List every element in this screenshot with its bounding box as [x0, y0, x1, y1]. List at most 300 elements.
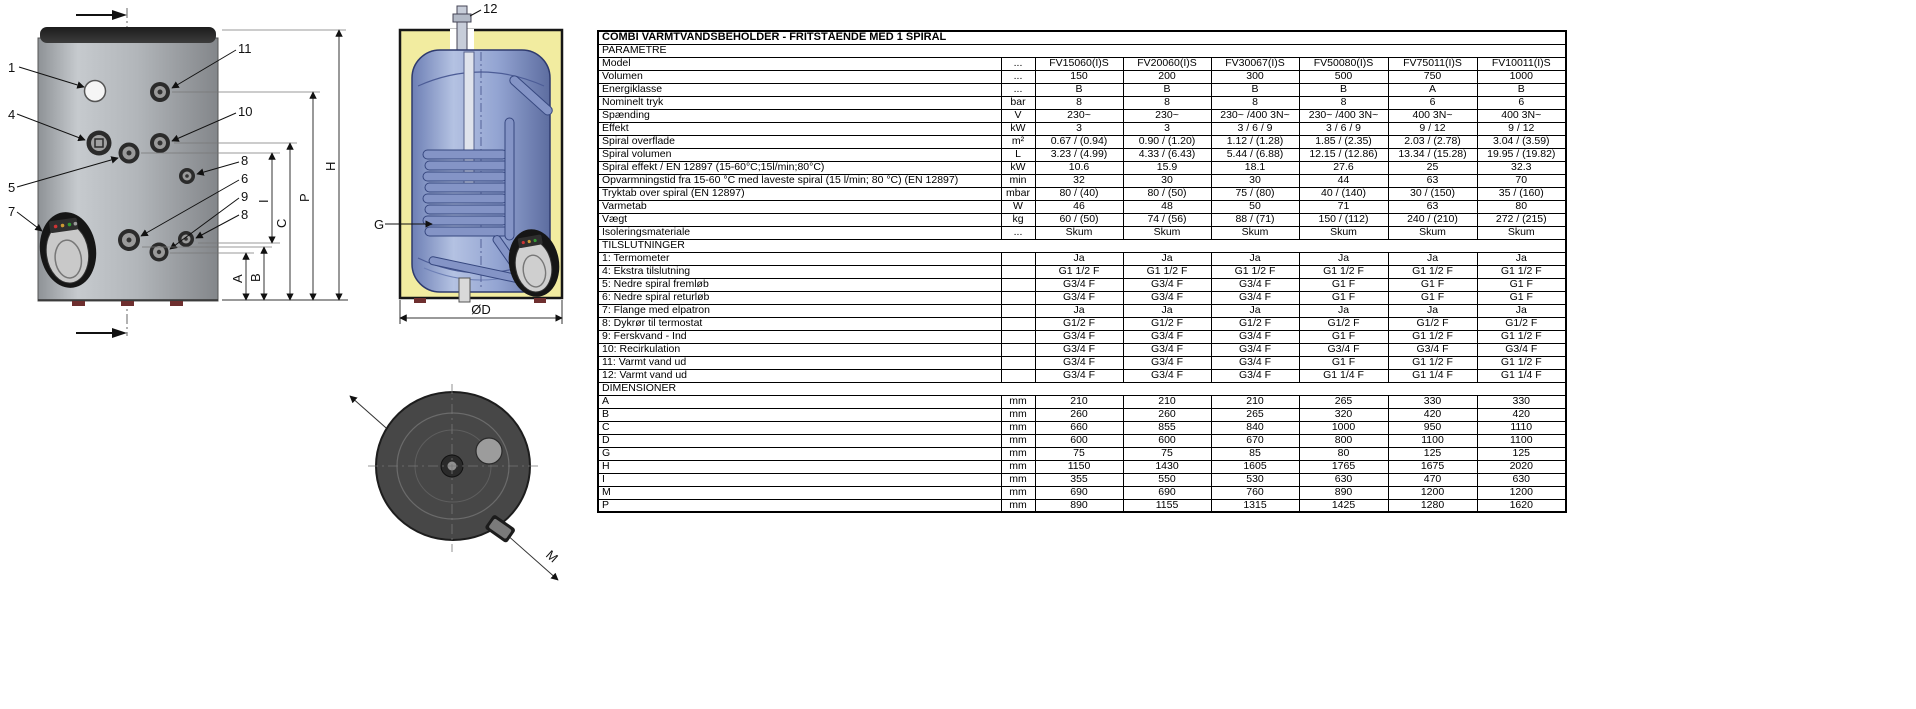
row-value: G3/4 F — [1211, 291, 1299, 304]
spec-row — [598, 174, 1566, 187]
row-unit: L — [1001, 148, 1035, 161]
row-label: P — [598, 499, 1001, 512]
row-value: Skum — [1477, 226, 1566, 239]
row-value: G1/2 F — [1035, 317, 1123, 330]
section-header: TILSLUTNINGER — [598, 239, 1566, 252]
row-value: FV20060(I)S — [1123, 57, 1211, 70]
row-value: 420 — [1477, 408, 1566, 421]
row-value: G1 F — [1388, 278, 1477, 291]
row-label: Model — [598, 57, 1001, 70]
row-value: 1200 — [1477, 486, 1566, 499]
row-unit: ... — [1001, 57, 1035, 70]
row-label: Energiklasse — [598, 83, 1001, 96]
row-value: 210 — [1211, 395, 1299, 408]
row-value: 1110 — [1477, 421, 1566, 434]
row-value: G1/2 F — [1477, 317, 1566, 330]
row-label: 7: Flange med elpatron — [598, 304, 1001, 317]
row-label: Spiral volumen — [598, 148, 1001, 161]
row-value: 260 — [1123, 408, 1211, 421]
row-value: 265 — [1299, 395, 1388, 408]
row-value: G3/4 F — [1211, 330, 1299, 343]
spec-row — [598, 421, 1566, 434]
spec-row — [598, 148, 1566, 161]
row-value: 70 — [1477, 174, 1566, 187]
row-unit: bar — [1001, 96, 1035, 109]
row-value: G1 1/2 F — [1477, 330, 1566, 343]
row-label: 12: Varmt vand ud — [598, 369, 1001, 382]
spec-row — [598, 83, 1566, 96]
row-label: 11: Varmt vand ud — [598, 356, 1001, 369]
row-value: G1 1/2 F — [1388, 356, 1477, 369]
row-value: G1 1/2 F — [1388, 330, 1477, 343]
row-value: 400 3N~ — [1388, 109, 1477, 122]
row-value: 1620 — [1477, 499, 1566, 512]
row-value: 210 — [1035, 395, 1123, 408]
row-unit — [1001, 330, 1035, 343]
row-value: Ja — [1035, 304, 1123, 317]
row-value: 12.15 / (12.86) — [1299, 148, 1388, 161]
spec-row — [598, 447, 1566, 460]
row-label: 6: Nedre spiral returløb — [598, 291, 1001, 304]
row-value: 1430 — [1123, 460, 1211, 473]
row-value: G3/4 F — [1035, 330, 1123, 343]
row-unit — [1001, 356, 1035, 369]
drawing-panel — [0, 0, 600, 709]
row-label: H — [598, 460, 1001, 473]
spec-row — [598, 213, 1566, 226]
section-cut-arrow-bottom — [112, 328, 127, 338]
row-value: 800 — [1299, 434, 1388, 447]
row-value: 80 / (50) — [1123, 187, 1211, 200]
row-unit: mbar — [1001, 187, 1035, 200]
row-value: 5.44 / (6.88) — [1211, 148, 1299, 161]
row-value: G1 1/2 F — [1388, 265, 1477, 278]
callout-12: 12 — [483, 1, 498, 16]
spec-row — [598, 304, 1566, 317]
row-label: Tryktab over spiral (EN 12897) — [598, 187, 1001, 200]
row-value: G3/4 F — [1477, 343, 1566, 356]
row-value: 1100 — [1477, 434, 1566, 447]
row-value: 240 / (210) — [1388, 213, 1477, 226]
row-value: 855 — [1123, 421, 1211, 434]
row-unit — [1001, 278, 1035, 291]
row-unit — [1001, 252, 1035, 265]
row-value: 2.03 / (2.78) — [1388, 135, 1477, 148]
row-label: 1: Termometer — [598, 252, 1001, 265]
row-value: 25 — [1388, 161, 1477, 174]
row-value: 1.85 / (2.35) — [1299, 135, 1388, 148]
row-value: FV15060(I)S — [1035, 57, 1123, 70]
table-title-row — [598, 31, 1566, 44]
row-value: Ja — [1299, 304, 1388, 317]
row-unit: mm — [1001, 395, 1035, 408]
row-value: 3 — [1035, 122, 1123, 135]
spec-row — [598, 57, 1566, 70]
spec-row — [598, 369, 1566, 382]
tank-feet — [72, 301, 183, 306]
row-value: 150 — [1035, 70, 1123, 83]
row-value: G1 F — [1388, 291, 1477, 304]
row-value: 300 — [1211, 70, 1299, 83]
row-unit — [1001, 317, 1035, 330]
row-value: G3/4 F — [1123, 330, 1211, 343]
row-value: 550 — [1123, 473, 1211, 486]
row-unit: m² — [1001, 135, 1035, 148]
spec-row — [598, 460, 1566, 473]
row-value: 75 — [1035, 447, 1123, 460]
row-value: 30 — [1123, 174, 1211, 187]
row-value: G3/4 F — [1123, 356, 1211, 369]
row-value: 8 — [1211, 96, 1299, 109]
row-value: Ja — [1123, 304, 1211, 317]
row-unit — [1001, 291, 1035, 304]
row-value: 600 — [1123, 434, 1211, 447]
dim-label-c: C — [274, 218, 289, 228]
row-value: 950 — [1388, 421, 1477, 434]
row-value: Ja — [1477, 304, 1566, 317]
row-value: 2020 — [1477, 460, 1566, 473]
row-value: G3/4 F — [1035, 291, 1123, 304]
row-label: Opvarmningstid fra 15-60 °C med laveste spiral (15 l/min; 80 °C) (EN 12897) — [598, 174, 1001, 187]
row-value: 890 — [1299, 486, 1388, 499]
row-label: I — [598, 473, 1001, 486]
port-11 — [150, 82, 170, 102]
dim-label-p: P — [297, 193, 312, 202]
row-value: 760 — [1211, 486, 1299, 499]
row-value: 8 — [1035, 96, 1123, 109]
row-unit: kW — [1001, 122, 1035, 135]
row-value: 400 3N~ — [1477, 109, 1566, 122]
row-value: 840 — [1211, 421, 1299, 434]
row-value: G3/4 F — [1035, 343, 1123, 356]
row-unit: mm — [1001, 473, 1035, 486]
row-value: 9 / 12 — [1477, 122, 1566, 135]
spec-row — [598, 395, 1566, 408]
row-value: 3 / 6 / 9 — [1299, 122, 1388, 135]
spec-row — [598, 343, 1566, 356]
row-value: 200 — [1123, 70, 1211, 83]
row-value: 890 — [1035, 499, 1123, 512]
od-dimension — [400, 300, 562, 324]
row-unit: ... — [1001, 83, 1035, 96]
callout-1: 1 — [8, 60, 16, 75]
row-value: 80 — [1477, 200, 1566, 213]
row-value: 420 — [1388, 408, 1477, 421]
row-value: A — [1388, 83, 1477, 96]
row-value: 71 — [1299, 200, 1388, 213]
row-value: G1/2 F — [1211, 317, 1299, 330]
technical-drawing — [0, 0, 600, 709]
row-value: 125 — [1477, 447, 1566, 460]
row-value: G1/2 F — [1299, 317, 1388, 330]
callout-9: 9 — [241, 189, 249, 204]
row-value: G3/4 F — [1123, 291, 1211, 304]
row-value: 4.33 / (6.43) — [1123, 148, 1211, 161]
row-unit: kW — [1001, 161, 1035, 174]
row-unit — [1001, 369, 1035, 382]
row-value: Skum — [1123, 226, 1211, 239]
row-label: Spænding — [598, 109, 1001, 122]
row-label: Nominelt tryk — [598, 96, 1001, 109]
spec-row — [598, 135, 1566, 148]
row-value: 27.6 — [1299, 161, 1388, 174]
row-value: B — [1211, 83, 1299, 96]
row-value: G3/4 F — [1388, 343, 1477, 356]
row-unit: W — [1001, 200, 1035, 213]
spec-table — [597, 30, 1567, 513]
row-unit: mm — [1001, 460, 1035, 473]
section-header-row — [598, 239, 1566, 252]
row-value: G1 F — [1299, 356, 1388, 369]
row-label: A — [598, 395, 1001, 408]
spec-row — [598, 330, 1566, 343]
row-value: G1 F — [1299, 291, 1388, 304]
row-value: Ja — [1035, 252, 1123, 265]
row-value: 1280 — [1388, 499, 1477, 512]
row-value: 0.67 / (0.94) — [1035, 135, 1123, 148]
row-unit: V — [1001, 109, 1035, 122]
row-value: 1100 — [1388, 434, 1477, 447]
section-view — [374, 1, 565, 324]
row-value: 19.95 / (19.82) — [1477, 148, 1566, 161]
row-value: 265 — [1211, 408, 1299, 421]
spec-row — [598, 96, 1566, 109]
row-value: 272 / (215) — [1477, 213, 1566, 226]
row-label: B — [598, 408, 1001, 421]
row-value: G3/4 F — [1299, 343, 1388, 356]
row-value: 330 — [1477, 395, 1566, 408]
spec-row — [598, 499, 1566, 512]
row-label: Effekt — [598, 122, 1001, 135]
row-unit: mm — [1001, 434, 1035, 447]
row-value: 3.23 / (4.99) — [1035, 148, 1123, 161]
spec-row — [598, 70, 1566, 83]
table-title: COMBI VARMTVANDSBEHOLDER - FRITSTÅENDE MED 1 SPIRAL — [598, 31, 1566, 44]
row-value: 74 / (56) — [1123, 213, 1211, 226]
row-value: 660 — [1035, 421, 1123, 434]
spec-row — [598, 200, 1566, 213]
row-value: Ja — [1477, 252, 1566, 265]
top-view-port — [476, 438, 502, 464]
top-pipe — [457, 6, 467, 54]
row-value: 355 — [1035, 473, 1123, 486]
row-value: G3/4 F — [1211, 369, 1299, 382]
spec-row — [598, 486, 1566, 499]
row-label: 5: Nedre spiral fremløb — [598, 278, 1001, 291]
row-value: G3/4 F — [1123, 278, 1211, 291]
row-value: 30 / (150) — [1388, 187, 1477, 200]
row-unit: min — [1001, 174, 1035, 187]
dim-label-b: B — [248, 273, 263, 282]
row-label: C — [598, 421, 1001, 434]
spec-row — [598, 161, 1566, 174]
row-value: G3/4 F — [1211, 356, 1299, 369]
spec-table-wrap — [597, 30, 1567, 513]
callout-6: 6 — [241, 171, 249, 186]
row-label: G — [598, 447, 1001, 460]
row-value: 75 — [1123, 447, 1211, 460]
callout-11: 11 — [238, 41, 252, 56]
row-label: Spiral overflade — [598, 135, 1001, 148]
row-value: G1 1/2 F — [1035, 265, 1123, 278]
row-value: 1425 — [1299, 499, 1388, 512]
row-value: 630 — [1299, 473, 1388, 486]
dim-label-m: M — [542, 547, 562, 566]
dim-label-i: I — [256, 199, 271, 203]
row-value: G3/4 F — [1123, 369, 1211, 382]
callout-8b: 8 — [241, 207, 249, 222]
row-value: 8 — [1299, 96, 1388, 109]
row-value: 1150 — [1035, 460, 1123, 473]
row-value: 630 — [1477, 473, 1566, 486]
row-value: 0.90 / (1.20) — [1123, 135, 1211, 148]
callout-4: 4 — [8, 107, 16, 122]
section-header: DIMENSIONER — [598, 382, 1566, 395]
callout-7: 7 — [8, 204, 16, 219]
dim-label-a: A — [230, 274, 245, 283]
callout-5: 5 — [8, 180, 16, 195]
callout-10: 10 — [238, 104, 253, 119]
row-unit: mm — [1001, 408, 1035, 421]
row-value: G1 F — [1477, 278, 1566, 291]
row-value: 63 — [1388, 200, 1477, 213]
dim-label-od: ØD — [471, 302, 491, 317]
row-unit — [1001, 343, 1035, 356]
row-value: 1675 — [1388, 460, 1477, 473]
row-value: Ja — [1388, 252, 1477, 265]
row-value: 46 — [1035, 200, 1123, 213]
spec-row — [598, 434, 1566, 447]
row-value: G1/2 F — [1123, 317, 1211, 330]
row-value: 3 — [1123, 122, 1211, 135]
port-6 — [118, 229, 140, 251]
row-value: 470 — [1388, 473, 1477, 486]
row-value: Ja — [1211, 304, 1299, 317]
row-label: 10: Recirkulation — [598, 343, 1001, 356]
row-value: 85 — [1211, 447, 1299, 460]
spec-row — [598, 109, 1566, 122]
row-value: 6 — [1388, 96, 1477, 109]
row-value: G1 1/4 F — [1477, 369, 1566, 382]
row-value: 230~ /400 3N~ — [1299, 109, 1388, 122]
section-header: PARAMETRE — [598, 44, 1566, 57]
row-value: 670 — [1211, 434, 1299, 447]
row-value: 10.6 — [1035, 161, 1123, 174]
row-value: 1155 — [1123, 499, 1211, 512]
spec-row — [598, 291, 1566, 304]
row-value: G3/4 F — [1211, 343, 1299, 356]
row-value: B — [1477, 83, 1566, 96]
row-value: 8 — [1123, 96, 1211, 109]
row-value: 1605 — [1211, 460, 1299, 473]
row-value: 690 — [1035, 486, 1123, 499]
port-4 — [87, 131, 112, 156]
row-label: D — [598, 434, 1001, 447]
row-unit: ... — [1001, 70, 1035, 83]
top-view — [350, 384, 561, 580]
row-label: 4: Ekstra tilslutning — [598, 265, 1001, 278]
row-value: 500 — [1299, 70, 1388, 83]
row-value: 530 — [1211, 473, 1299, 486]
row-value: FV50080(I)S — [1299, 57, 1388, 70]
row-value: 48 — [1123, 200, 1211, 213]
row-value: 230~ — [1035, 109, 1123, 122]
row-unit — [1001, 265, 1035, 278]
row-value: Ja — [1299, 252, 1388, 265]
row-value: G1 F — [1299, 278, 1388, 291]
row-value: 330 — [1388, 395, 1477, 408]
row-value: Ja — [1123, 252, 1211, 265]
row-value: 260 — [1035, 408, 1123, 421]
row-value: 1.12 / (1.28) — [1211, 135, 1299, 148]
row-value: 32 — [1035, 174, 1123, 187]
tank-top-cap — [40, 27, 216, 43]
row-value: 3 / 6 / 9 — [1211, 122, 1299, 135]
row-value: 1765 — [1299, 460, 1388, 473]
row-value: 1000 — [1299, 421, 1388, 434]
row-value: G1 F — [1477, 291, 1566, 304]
row-value: Ja — [1388, 304, 1477, 317]
spec-row — [598, 356, 1566, 369]
row-value: 125 — [1388, 447, 1477, 460]
row-label: M — [598, 486, 1001, 499]
row-value: 50 — [1211, 200, 1299, 213]
port-1-thermometer — [85, 81, 106, 102]
row-value: Skum — [1299, 226, 1388, 239]
row-value: Skum — [1211, 226, 1299, 239]
row-unit: mm — [1001, 421, 1035, 434]
row-value: 3.04 / (3.59) — [1477, 135, 1566, 148]
row-value: 63 — [1388, 174, 1477, 187]
row-label: 8: Dykrør til termostat — [598, 317, 1001, 330]
row-label: Volumen — [598, 70, 1001, 83]
bottom-pipe — [459, 278, 470, 302]
spec-row — [598, 252, 1566, 265]
spec-row — [598, 265, 1566, 278]
front-view — [8, 8, 348, 338]
row-value: 32.3 — [1477, 161, 1566, 174]
spec-row — [598, 226, 1566, 239]
row-value: B — [1299, 83, 1388, 96]
port-8-upper — [179, 168, 195, 184]
section-header-row — [598, 44, 1566, 57]
row-value: G1 1/2 F — [1477, 356, 1566, 369]
row-value: 230~ /400 3N~ — [1211, 109, 1299, 122]
row-value: 35 / (160) — [1477, 187, 1566, 200]
row-value: 40 / (140) — [1299, 187, 1388, 200]
row-value: 60 / (50) — [1035, 213, 1123, 226]
row-value: 80 — [1299, 447, 1388, 460]
spec-row — [598, 473, 1566, 486]
row-value: B — [1035, 83, 1123, 96]
row-value: G1 1/2 F — [1211, 265, 1299, 278]
row-value: 6 — [1477, 96, 1566, 109]
row-value: FV30067(I)S — [1211, 57, 1299, 70]
spec-row — [598, 408, 1566, 421]
row-unit: mm — [1001, 447, 1035, 460]
port-9 — [150, 243, 169, 262]
row-value: G3/4 F — [1035, 278, 1123, 291]
dim-label-h: H — [323, 161, 338, 171]
row-value: 150 / (112) — [1299, 213, 1388, 226]
row-value: 1315 — [1211, 499, 1299, 512]
row-value: G1/2 F — [1388, 317, 1477, 330]
row-value: 15.9 — [1123, 161, 1211, 174]
callout-8a: 8 — [241, 153, 249, 168]
row-value: 18.1 — [1211, 161, 1299, 174]
row-unit: mm — [1001, 486, 1035, 499]
row-label: 9: Ferskvand - Ind — [598, 330, 1001, 343]
